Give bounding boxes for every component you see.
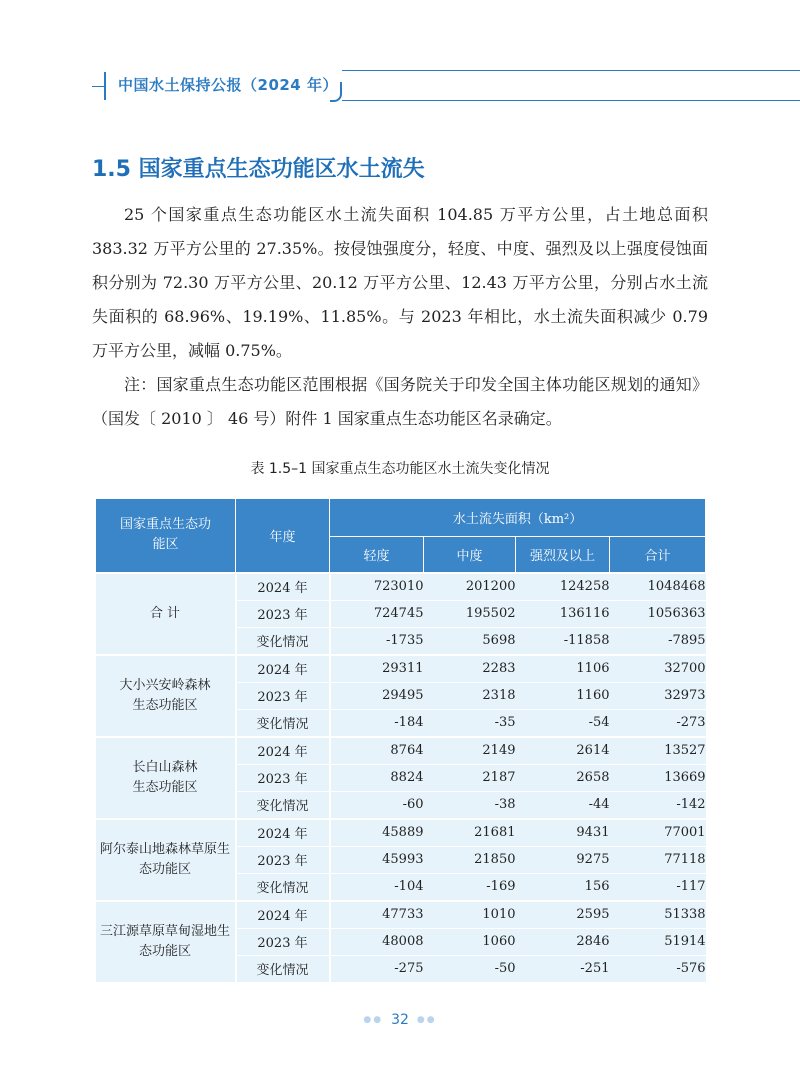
severe-cell: 9275 [516, 846, 610, 873]
moderate-cell: 5698 [424, 627, 516, 655]
total-cell: 51338 [610, 901, 706, 929]
total-cell: 77001 [610, 819, 706, 847]
moderate-cell: 195502 [424, 600, 516, 627]
light-cell: -184 [330, 709, 424, 737]
year-cell: 2023 年 [236, 682, 330, 709]
year-cell: 变化情况 [236, 709, 330, 737]
table-row [96, 655, 706, 683]
header-severe: 强烈及以上 [516, 537, 610, 573]
year-cell: 变化情况 [236, 627, 330, 655]
region-name: 合 计 [96, 573, 236, 655]
year-cell: 2023 年 [236, 846, 330, 873]
region-name [96, 901, 236, 983]
light-cell: 45993 [330, 846, 424, 873]
region-name-text: 阿尔泰山地森林草原生态功能区 [100, 841, 231, 877]
moderate-cell: 201200 [424, 573, 516, 601]
paragraph-summary: 25 个国家重点生态功能区水土流失面积 104.85 万平方公里，占土地总面积 383.32 万平方公里的 27.35%。按侵蚀强度分，轻度、中度、强烈及以上强度侵蚀面积分别为 72.30 万平方公里、20.12 万平方公里、12.43 万平方公里，分别占水土流失面积的 68.96%、19.19%、11.85%。与 2023 年相比，水土流失面积减少 0.79 万平方公里，减幅 0.75%。 [92, 205, 708, 360]
light-cell: 8764 [330, 737, 424, 765]
header-total: 合计 [610, 537, 706, 573]
total-cell: -117 [610, 873, 706, 901]
moderate-cell: 2318 [424, 682, 516, 709]
total-cell: 13669 [610, 764, 706, 791]
moderate-cell: 1060 [424, 928, 516, 955]
year-cell: 2023 年 [236, 928, 330, 955]
header-rule-bottom [342, 100, 800, 101]
total-cell: -273 [610, 709, 706, 737]
year-cell: 变化情况 [236, 791, 330, 819]
header-rule-top [342, 70, 800, 71]
moderate-cell: -50 [424, 955, 516, 982]
moderate-cell: 1010 [424, 901, 516, 929]
region-name [96, 737, 236, 819]
severe-cell: -251 [516, 955, 610, 982]
light-cell: 48008 [330, 928, 424, 955]
year-cell: 变化情况 [236, 873, 330, 901]
page-footer [0, 1012, 800, 1028]
dots-right-icon: ●● [416, 1015, 437, 1025]
light-cell: 29495 [330, 682, 424, 709]
severe-cell: 2658 [516, 764, 610, 791]
moderate-cell: -169 [424, 873, 516, 901]
header-area-group: 水土流失面积（km²） [330, 499, 706, 537]
severe-cell: -44 [516, 791, 610, 819]
year-cell: 变化情况 [236, 955, 330, 982]
table-row [96, 737, 706, 765]
light-cell: -1735 [330, 627, 424, 655]
soil-erosion-table [95, 498, 706, 983]
severe-cell: 1106 [516, 655, 610, 683]
total-cell: -576 [610, 955, 706, 982]
year-cell: 2024 年 [236, 573, 330, 601]
severe-cell: 2846 [516, 928, 610, 955]
table-row [96, 819, 706, 847]
header-corner-curve [330, 82, 342, 102]
page-number: 32 [391, 1012, 409, 1028]
total-cell: 1048468 [610, 573, 706, 601]
light-cell: 45889 [330, 819, 424, 847]
moderate-cell: 21850 [424, 846, 516, 873]
year-cell: 2024 年 [236, 901, 330, 929]
table-row [96, 573, 706, 601]
moderate-cell: -38 [424, 791, 516, 819]
total-cell: -7895 [610, 627, 706, 655]
severe-cell: -54 [516, 709, 610, 737]
severe-cell: 2614 [516, 737, 610, 765]
section-title: 1.5 国家重点生态功能区水土流失 [92, 157, 425, 182]
body-text [92, 198, 708, 436]
light-cell: 724745 [330, 600, 424, 627]
moderate-cell: 2187 [424, 764, 516, 791]
region-name-text: 大小兴安岭森林生态功能区 [119, 677, 211, 713]
total-cell: 1056363 [610, 600, 706, 627]
region-name-text: 三江源草原草甸湿地生态功能区 [100, 923, 231, 959]
running-header-title: 中国水土保持公报（2024 年） [118, 76, 338, 94]
total-cell: 13527 [610, 737, 706, 765]
paragraph-note: 注：国家重点生态功能区范围根据《国务院关于印发全国主体功能区规划的通知》（国发〔 2010 〕 46 号）附件 1 国家重点生态功能区名录确定。 [92, 375, 708, 428]
severe-cell: 136116 [516, 600, 610, 627]
region-name [96, 655, 236, 737]
light-cell: 8824 [330, 764, 424, 791]
total-cell: -142 [610, 791, 706, 819]
severe-cell: -11858 [516, 627, 610, 655]
light-cell: 29311 [330, 655, 424, 683]
header-bracket [104, 72, 112, 100]
table-row [96, 901, 706, 929]
region-name-text: 长白山森林生态功能区 [132, 759, 198, 795]
year-cell: 2024 年 [236, 819, 330, 847]
light-cell: -275 [330, 955, 424, 982]
severe-cell: 2595 [516, 901, 610, 929]
header-moderate: 中度 [424, 537, 516, 573]
light-cell: 47733 [330, 901, 424, 929]
dots-left-icon: ●● [363, 1015, 384, 1025]
year-cell: 2023 年 [236, 764, 330, 791]
moderate-cell: 2149 [424, 737, 516, 765]
severe-cell: 9431 [516, 819, 610, 847]
light-cell: -104 [330, 873, 424, 901]
year-cell: 2023 年 [236, 600, 330, 627]
total-cell: 51914 [610, 928, 706, 955]
severe-cell: 1160 [516, 682, 610, 709]
year-cell: 2024 年 [236, 655, 330, 683]
severe-cell: 124258 [516, 573, 610, 601]
light-cell: -60 [330, 791, 424, 819]
moderate-cell: 2283 [424, 655, 516, 683]
header-region: 国家重点生态功能区 [96, 499, 236, 573]
light-cell: 723010 [330, 573, 424, 601]
year-cell: 2024 年 [236, 737, 330, 765]
header-light: 轻度 [330, 537, 424, 573]
moderate-cell: 21681 [424, 819, 516, 847]
region-name [96, 819, 236, 901]
total-cell: 32700 [610, 655, 706, 683]
total-cell: 32973 [610, 682, 706, 709]
header-year: 年度 [236, 499, 330, 573]
severe-cell: 156 [516, 873, 610, 901]
table-caption: 表 1.5–1 国家重点生态功能区水土流失变化情况 [250, 461, 550, 477]
total-cell: 77118 [610, 846, 706, 873]
moderate-cell: -35 [424, 709, 516, 737]
